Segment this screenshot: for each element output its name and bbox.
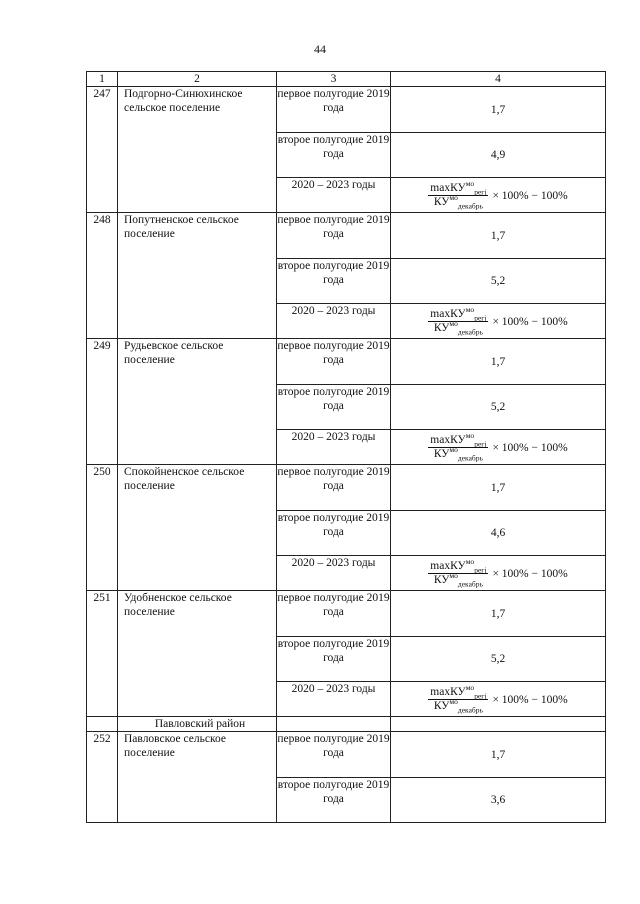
formula — [428, 431, 568, 463]
numerator-sup: мо — [465, 305, 475, 315]
row-number: 247 — [87, 87, 118, 213]
table-row — [87, 213, 606, 259]
denominator-main: КУ — [433, 448, 450, 460]
tariff-table — [86, 71, 606, 823]
numerator-sup: мо — [465, 683, 475, 693]
period-cell: второе полугодие 2019 года — [277, 259, 391, 304]
denominator-sup: мо — [449, 445, 458, 455]
table-row — [87, 339, 606, 385]
period-cell: первое полугодие 2019 года — [277, 213, 391, 259]
formula-cell — [391, 556, 606, 591]
header-col-1: 1 — [87, 72, 118, 87]
value-cell: 5,2 — [391, 637, 606, 682]
formula-tail: × 100% − 100% — [492, 441, 568, 454]
denominator-sub: декабрь — [457, 201, 483, 211]
period-cell: первое полугодие 2019 года — [277, 732, 391, 778]
numerator-main: maxКУ — [430, 182, 466, 194]
denominator-sup: мо — [449, 571, 458, 581]
formula-fraction — [428, 431, 488, 463]
denominator-sup: мо — [449, 697, 458, 707]
numerator-main: maxКУ — [430, 686, 466, 698]
value-cell: 1,7 — [391, 213, 606, 259]
settlement-name: Попутненское сельское поселение — [118, 213, 277, 339]
value-cell: 5,2 — [391, 385, 606, 430]
period-cell: первое полугодие 2019 года — [277, 87, 391, 133]
formula-denominator — [432, 697, 485, 715]
denominator-sub: декабрь — [457, 705, 483, 715]
value-cell: 1,7 — [391, 465, 606, 511]
header-col-2: 2 — [118, 72, 277, 87]
numerator-main: maxКУ — [430, 308, 466, 320]
denominator-main: КУ — [433, 574, 450, 586]
formula-cell — [391, 304, 606, 339]
denominator-sup: мо — [449, 319, 458, 329]
table-row — [87, 87, 606, 133]
formula — [428, 683, 568, 715]
period-cell: первое полугодие 2019 года — [277, 465, 391, 511]
formula-fraction — [428, 557, 488, 589]
settlement-name: Удобненское сельское поселение — [118, 591, 277, 717]
period-cell: второе полугодие 2019 года — [277, 637, 391, 682]
denominator-sup: мо — [449, 193, 458, 203]
row-number: 249 — [87, 339, 118, 465]
denominator-main: КУ — [433, 700, 450, 712]
formula-fraction — [428, 683, 488, 715]
table-row — [87, 732, 606, 778]
formula-denominator — [432, 571, 485, 589]
formula-tail: × 100% − 100% — [492, 567, 568, 580]
formula-tail: × 100% − 100% — [492, 315, 568, 328]
header-col-4: 4 — [391, 72, 606, 87]
value-cell: 1,7 — [391, 732, 606, 778]
page-number: 44 — [314, 42, 326, 56]
formula-cell — [391, 430, 606, 465]
formula-denominator — [432, 193, 485, 211]
formula-numerator — [428, 305, 488, 323]
numerator-sub: регj — [474, 439, 487, 449]
row-number: 250 — [87, 465, 118, 591]
value-cell: 5,2 — [391, 259, 606, 304]
settlement-name: Рудьевское сельское поселение — [118, 339, 277, 465]
numerator-sub: регj — [474, 691, 487, 701]
formula-numerator — [428, 557, 488, 575]
header-col-3: 3 — [277, 72, 391, 87]
formula-fraction — [428, 305, 488, 337]
table-row — [87, 591, 606, 637]
value-cell: 4,9 — [391, 133, 606, 178]
header-row — [87, 72, 606, 87]
settlement-name: Спокойненское сельское поселение — [118, 465, 277, 591]
formula-tail: × 100% − 100% — [492, 189, 568, 202]
numerator-sub: регj — [474, 187, 487, 197]
district-empty-cell — [87, 717, 118, 732]
value-cell: 1,7 — [391, 339, 606, 385]
formula — [428, 557, 568, 589]
value-cell: 4,6 — [391, 511, 606, 556]
denominator-sub: декабрь — [457, 579, 483, 589]
formula-numerator — [428, 683, 488, 701]
numerator-main: maxКУ — [430, 434, 466, 446]
period-cell: первое полугодие 2019 года — [277, 591, 391, 637]
numerator-main: maxКУ — [430, 560, 466, 572]
period-cell: 2020 – 2023 годы — [277, 304, 391, 339]
formula — [428, 305, 568, 337]
period-cell: второе полугодие 2019 года — [277, 133, 391, 178]
settlement-name: Павловское сельское поселение — [118, 732, 277, 823]
formula-numerator — [428, 431, 488, 449]
formula-cell — [391, 682, 606, 717]
row-number: 252 — [87, 732, 118, 823]
district-row — [87, 717, 606, 732]
formula-tail: × 100% − 100% — [492, 693, 568, 706]
numerator-sup: мо — [465, 179, 475, 189]
settlement-name: Подгорно-Синюхинское сельское поселение — [118, 87, 277, 213]
district-empty-cell — [391, 717, 606, 732]
formula-numerator — [428, 179, 488, 197]
formula-cell — [391, 178, 606, 213]
period-cell: второе полугодие 2019 года — [277, 511, 391, 556]
period-cell: 2020 – 2023 годы — [277, 556, 391, 591]
table-row — [87, 465, 606, 511]
district-name: Павловский район — [118, 717, 277, 732]
formula-denominator — [432, 319, 485, 337]
period-cell: первое полугодие 2019 года — [277, 339, 391, 385]
value-cell: 1,7 — [391, 591, 606, 637]
denominator-sub: декабрь — [457, 453, 483, 463]
value-cell: 3,6 — [391, 778, 606, 823]
denominator-sub: декабрь — [457, 327, 483, 337]
formula-fraction — [428, 179, 488, 211]
period-cell: 2020 – 2023 годы — [277, 178, 391, 213]
numerator-sup: мо — [465, 557, 475, 567]
period-cell: второе полугодие 2019 года — [277, 778, 391, 823]
row-number: 251 — [87, 591, 118, 717]
denominator-main: КУ — [433, 196, 450, 208]
value-cell: 1,7 — [391, 87, 606, 133]
row-number: 248 — [87, 213, 118, 339]
period-cell: второе полугодие 2019 года — [277, 385, 391, 430]
formula — [428, 179, 568, 211]
numerator-sub: регj — [474, 313, 487, 323]
period-cell: 2020 – 2023 годы — [277, 682, 391, 717]
denominator-main: КУ — [433, 322, 450, 334]
district-empty-cell — [277, 717, 391, 732]
numerator-sub: регj — [474, 565, 487, 575]
numerator-sup: мо — [465, 431, 475, 441]
formula-denominator — [432, 445, 485, 463]
period-cell: 2020 – 2023 годы — [277, 430, 391, 465]
